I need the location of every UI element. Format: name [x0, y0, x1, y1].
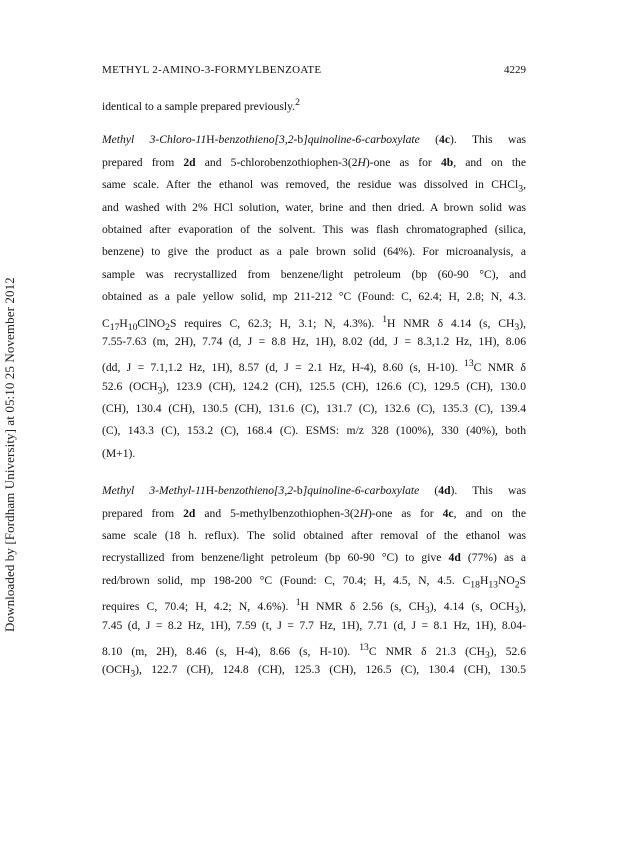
text-line: same scale. After the ethanol was removed, the residue was dissolved in CHCl$_3$, — [102, 178, 526, 195]
text-line: recrystallized from benzene/light petroleum (bp 60-90 °C) to give 4d (77%) as a — [102, 551, 526, 565]
paragraph-gap — [102, 114, 526, 129]
text-line: prepared from 2d and 5-chlorobenzothiophen-3(2H)-one as for 4b, and on the — [102, 155, 527, 169]
text-line: obtained as a pale yellow solid, mp 211-212 °C (Found: C, 62.4; H, 2.8; N, 4.3. — [102, 290, 526, 304]
text-line: 52.6 $(OCH_3)$, 123.9 (CH), 124.2 (CH), 125.5 (CH), 126.6 (C), 129.5 (CH), 130.0 — [102, 379, 526, 396]
text-line: (C), 143.3 (C), 153.2 (C), 168.4 (C). ESMS: m/z 328 (100%), 330 (40%), both — [102, 424, 526, 438]
text-line: $C_{17}H_{10}ClNO_2S$ requires C, 62.3; H, 3.1; N, 4.3%). $^1$H NMR δ 4.14 (s, $CH_3$), — [102, 313, 526, 333]
text-line: same scale (18 h. reflux). The solid obtained after removal of the ethanol was — [102, 529, 526, 543]
article-body — [102, 92, 526, 682]
text-line: (M+1). — [102, 446, 136, 460]
page-number: 4229 — [504, 64, 526, 76]
text-line: obtained after evaporation of the solvent. This was flash chromatographed (silica, — [102, 222, 526, 236]
text-line: 7.55-7.63 (m, 2H), 7.74 (d, J = 8.8 Hz, 1H), 8.02 (dd, J = 8.3,1.2 Hz, 1H), 8.06 — [102, 334, 526, 348]
text-line: Methyl 3-Chloro-11H-benzothieno[3,2-b]quinoline-6-carboxylate (4c). This was — [102, 133, 526, 147]
text-line: 7.45 (d, J = 8.2 Hz, 1H), 7.59 (t, J = 7.7 Hz, 1H), 7.71 (d, J = 8.1 Hz, 1H), 8.04- — [102, 618, 526, 632]
text-line: 8.10 (m, 2H), 8.46 (s, H-4), 8.66 (s, H-10). $^{13}$C NMR δ 21.3 $(CH_3)$, 52.6 — [102, 641, 527, 662]
text-line: (dd, J = 7.1,1.2 Hz, 1H), 8.57 (d, J = 2.1 Hz, H-4), 8.60 (s, H-10). $^{13}$C NMR δ — [102, 358, 526, 375]
text-line: prepared from 2d and 5-methylbenzothiophen-3(2H)-one as for 4c, and on the — [102, 506, 526, 520]
download-note: Downloaded by [Fordham University] at 05:10 25 November 2012 — [2, 277, 17, 632]
text-line: benzene) to give the product as a pale brown solid (64%). For microanalysis, a — [102, 245, 526, 259]
text-line: Methyl 3-Methyl-11H-benzothieno[3,2-b]quinoline-6-carboxylate (4d). This was — [102, 484, 526, 498]
running-title: METHYL 2-AMINO-3-FORMYLBENZOATE — [102, 64, 322, 76]
text-line: identical to a sample prepared previously.$^2$ — [102, 97, 300, 113]
text-line: sample was recrystallized from benzene/light petroleum (bp (60-90 °C), and — [102, 267, 526, 281]
text-line: and washed with 2% HCl solution, water, brine and then dried. A brown solid was — [102, 200, 526, 214]
paragraph-gap — [102, 465, 526, 480]
text-line: requires C, 70.4; H, 4.2; N, 4.6%). $^1$H NMR δ 2.56 (s, $CH_3$), 4.14 (s, $OCH_3$), — [102, 597, 526, 617]
text-line: $(OCH_3)$, 122.7 (CH), 124.8 (CH), 125.3 (CH), 126.5 (C), 130.4 (CH), 130.5 — [102, 663, 526, 680]
text-line: red/brown solid, mp 198-200 °C (Found: C, 70.4; H, 4.5, N, 4.5. $C_{18}H_{13}NO_2S$ — [102, 573, 526, 591]
text-line: (CH), 130.4 (CH), 130.5 (CH), 131.6 (C), 131.7 (C), 132.6 (C), 135.3 (C), 139.4 — [102, 402, 526, 416]
